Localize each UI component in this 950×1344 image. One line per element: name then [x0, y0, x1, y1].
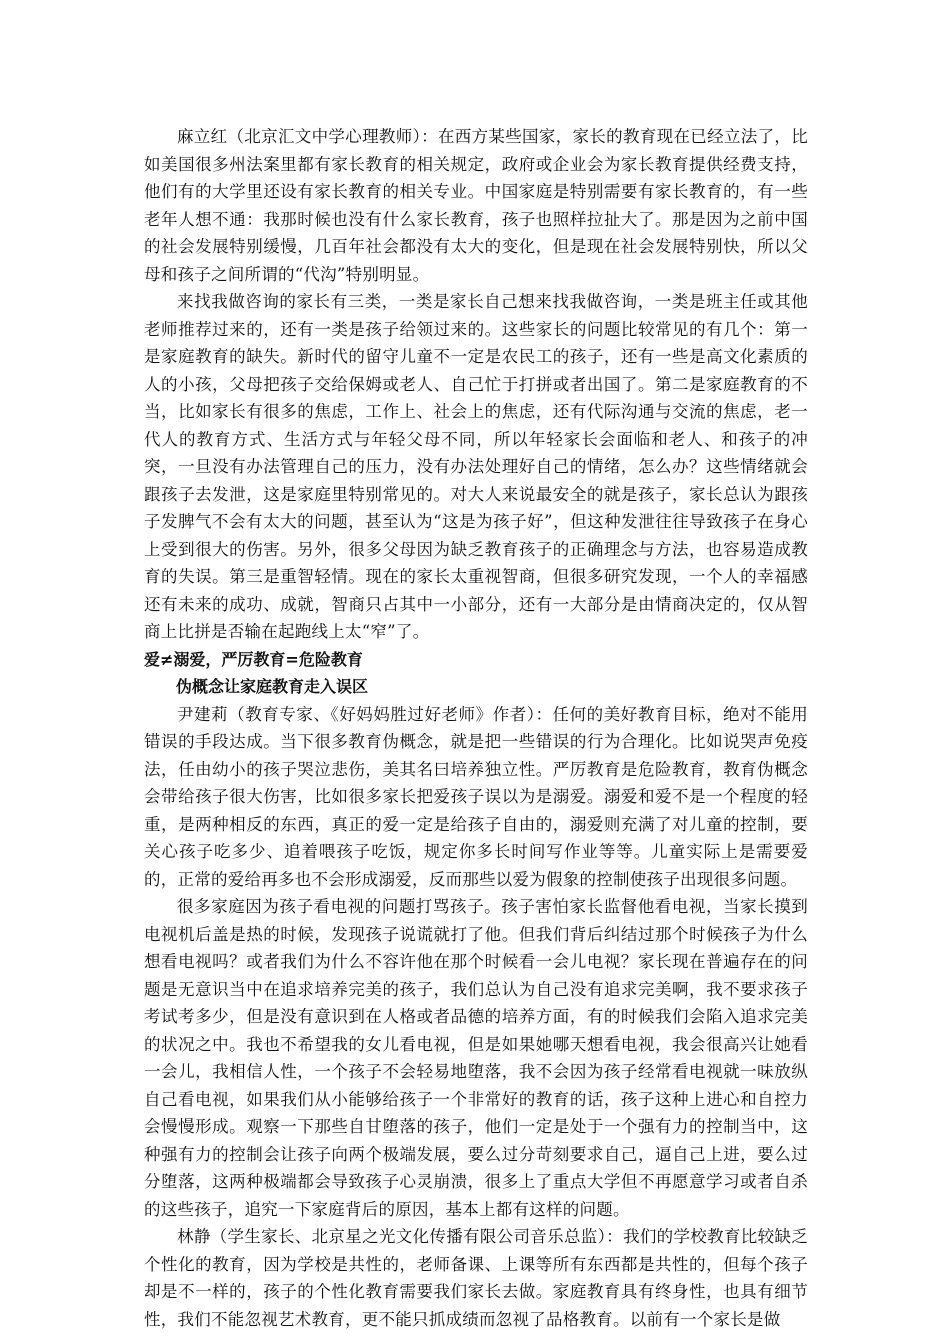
section-subheading: 伪概念让家庭教育走入误区 — [176, 677, 369, 696]
paragraph-television: 很多家庭因为孩子看电视的问题打骂孩子。孩子害怕家长监督他看电视，当家长摸到电视机后盖是热的时候，发现孩子说谎就打了他。但我们背后纠结过那个时候孩子为什么想看电视吗？或者我们为什么不容许他在那个时候看一会儿电视？家长现在普遍存在的问题是无意识当中在追求培养完美的孩子，我们总认为自己没有追求完美啊，我不要求孩子考试考多少，但是没有意识到在人格或者品德的培养方面，有的时候我们会陷入追求完美的状况之中。我也不希望我的女儿看电视，但是如果她哪天想看电视，我会很高兴让她看一会儿，我相信人性，一个孩子不会轻易地堕落，我不会因为孩子经常看电视就一味放纵自己看电视，如果我们从小能够给孩子一个非常好的教育的话，孩子这种上进心和自控力会慢慢形成。观察一下那些自甘堕落的孩子，他们一定是处于一个强有力的控制当中，这种强有力的控制会让孩子向两个极端发展，要么过分苛刻要求自己，逼自己上进，要么过分堕落，这两种极端都会导致孩子心灵崩溃，很多上了重点大学但不再愿意学习或者自杀的这些孩子，追究一下家庭背后的原因，基本上都有这样的问题。 — [144, 897, 808, 1219]
paragraph-lin-jing: 林静（学生家长、北京星之光文化传播有限公司音乐总监）：我们的学校教育比较缺乏个性化的教育，因为学校是共性的，老师备课、上课等所有东西都是共性的，但每个孩子却是不一样的，孩子的个性化教育需要我们家长去做。家庭教育具有终身性，也具有细节性，我们不能忽视艺术教育，更不能只抓成绩而忽视了品格教育。以前有一个家长是做 — [144, 1227, 808, 1329]
paragraph-consultation-types: 来找我做咨询的家长有三类，一类是家长自己想来找我做咨询，一类是班主任或其他老师推荐过来的，还有一类是孩子给领过来的。这些家长的问题比较常见的有几个：第一是家庭教育的缺失。新时代的留守儿童不一定是农民工的孩子，还有一些是高文化素质的人的小孩，父母把孩子交给保姆或老人、自己忙于打拼或者出国了。第二是家庭教育的不当，比如家长有很多的焦虑，工作上、社会上的焦虑，还有代际沟通与交流的焦虑，老一代人的教育方式、生活方式与年轻父母不同，所以年轻家长会面临和老人、和孩子的冲突，一旦没有办法管理自己的压力，没有办法处理好自己的情绪，怎么办？这些情绪就会跟孩子去发泄，这是家庭里特别常见的。对大人来说最安全的就是孩子，家长总认为跟孩子发脾气不会有太大的问题，甚至认为“这是为孩子好”，但这种发泄往往导致孩子在身心上受到很大的伤害。另外，很多父母因为缺乏教育孩子的正确理念与方法，也容易造成教育的失误。第三是重智轻情。现在的家长太重视智商，但很多研究发现，一个人的幸福感还有未来的成功、成就，智商只占其中一小部分，还有一大部分是由情商决定的，仅从智商上比拼是否输在起跑线上太“窄”了。 — [144, 292, 808, 641]
section-heading: 爱≠溺爱，严厉教育=危险教育 — [144, 649, 363, 669]
document-page — [144, 123, 808, 1333]
paragraph-ma-lihong: 麻立红（北京汇文中学心理教师）：在西方某些国家，家长的教育现在已经立法了，比如美国很多州法案里都有家长教育的相关规定，政府或企业会为家长教育提供经费支持，他们有的大学里还设有家长教育的相关专业。中国家庭是特别需要有家长教育的，有一些老年人想不通：我那时候也没有什么家长教育，孩子也照样拉扯大了。那是因为之前中国的社会发展特别缓慢，几百年社会都没有太大的变化，但是现在社会发展特别快，所以父母和孩子之间所谓的“代沟”特别明显。 — [144, 127, 808, 284]
paragraph-yin-jianli: 尹建莉（教育专家、《好妈妈胜过好老师》作者）：任何的美好教育目标，绝对不能用错误的手段达成。当下很多教育伪概念，就是把一些错误的行为合理化。比如说哭声免疫法，任由幼小的孩子哭泣悲伤，美其名曰培养独立性。严厉教育是危险教育，教育伪概念会带给孩子很大伤害，比如很多家长把爱孩子误以为是溺爱。溺爱和爱不是一个程度的轻重，是两种相反的东西，真正的爱一定是给孩子自由的，溺爱则充满了对儿童的控制，要关心孩子吃多少、追着喂孩子吃饭，规定你多长时间写作业等等。儿童实际上是需要爱的，正常的爱给再多也不会形成溺爱，反而那些以爱为假象的控制使孩子出现很多问题。 — [144, 704, 808, 889]
